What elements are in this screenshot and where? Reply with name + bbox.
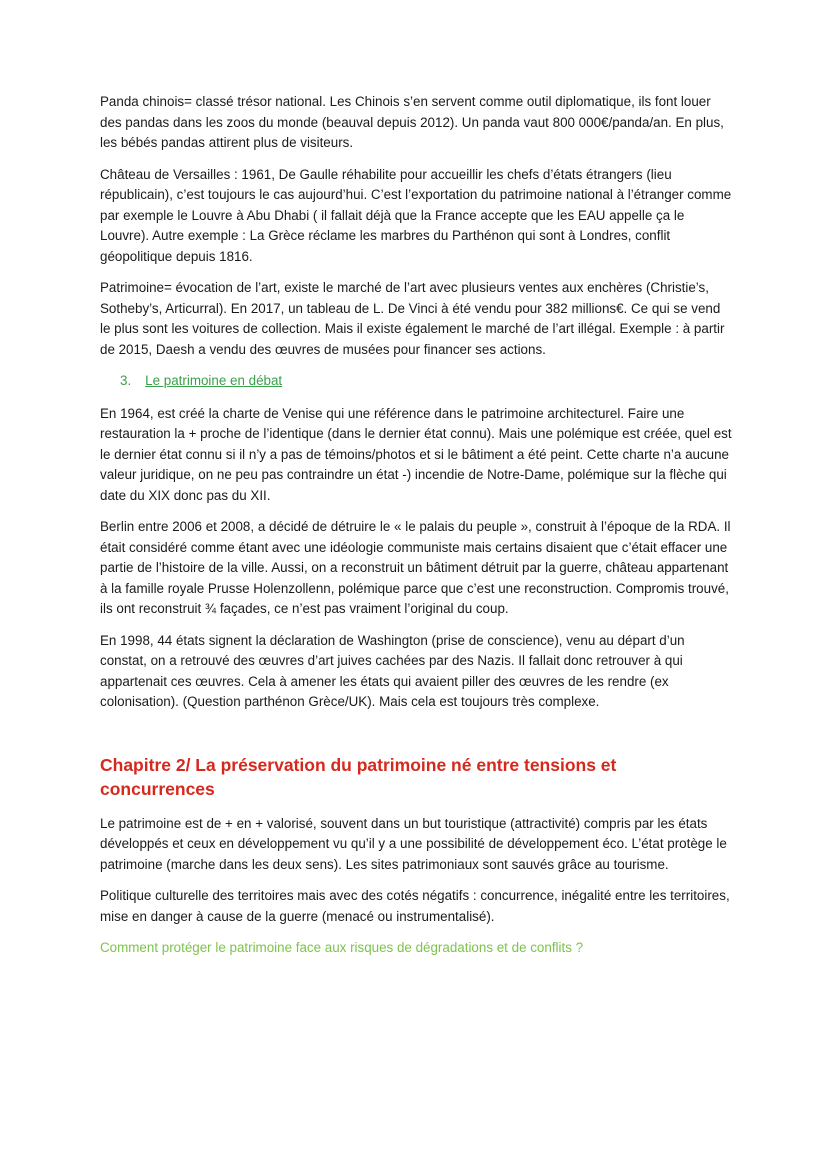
section-title: Le patrimoine en débat	[145, 373, 283, 388]
paragraph-pandas: Panda chinois= classé trésor national. Les Chinois s’en servent comme outil diplomatique, ils font louer des pandas dans les zoos du monde (beauval depuis 2012). Un panda vaut 800 000€/panda/an. En plus, les bébés pandas attirent plus de visiteurs.	[100, 94, 724, 150]
document-page	[100, 92, 732, 959]
paragraph-tourism: Le patrimoine est de + en + valorisé, souvent dans un but touristique (attractivité) compris par les états développés et ceux en développement vu qu’il y a une possibilité de développement éco. L’état protège le patrimoine (marche dans les deux sens). Les sites patrimoniaux sont sauvés grâce au tourisme.	[100, 815, 727, 872]
paragraph-art-market: Patrimoine= évocation de l’art, existe le marché de l’art avec plusieurs ventes aux enchères (Christie’s, Sotheby’s, Articurral). En 2017, un tableau de L. De Vinci à été vendu pour 382 millions€. Ce qui se vend le plus sont les voitures de collection. Mais il existe également le marché de l’art illégal. Exemple : à partir de 2015, Daesh a vendu des œuvres de musées pour financer ses actions.	[100, 280, 725, 357]
paragraph-versailles: Château de Versailles : 1961, De Gaulle réhabilite pour accueillir les chefs d’états étrangers (lieu républicain), c’est toujours le cas aujourd’hui. C’est l’exportation du patrimoine national à l’étranger comme par exemple le Louvre à Abu Dhabi ( il fallait déjà que la France accepte que les EAU appelle ça le Louvre). Autre exemple : La Grèce réclame les marbres du Parthénon qui sont à Londres, conflit géopolitique depuis 1816.	[100, 166, 732, 264]
section-heading-3	[100, 371, 732, 392]
paragraph-berlin: Berlin entre 2006 et 2008, a décidé de détruire le « le palais du peuple », construit à l’époque de la RDA. Il était considéré comme étant avec une idéologie communiste mais certains disaient que c’était effacer une partie de l’histoire de la ville. Aussi, on a reconstruit un bâtiment détruit par la guerre, château appartenant à la famille royale Prusse Holenzollenn, polémique parce que c’est une reconstruction. Compromis trouvé, ils ont reconstruit ¾ façades, ce n’est pas vraiment l’original du coup.	[100, 519, 731, 616]
paragraph-venice-charter: En 1964, est créé la charte de Venise qui une référence dans le patrimoine architecturel. Faire une restauration la + proche de l’identique (dans le dernier état connu). Mais une polémique est créée, quel est le dernier état connu si il n’y a pas de témoins/photos et si le bâtiment a été peint. Cette charte n’a aucune valeur juridique, on ne peu pas contraindre un état -) incendie de Notre-Dame, polémique sur la flèche qui date du XIX donc pas du XII.	[100, 405, 732, 503]
paragraph-washington: En 1998, 44 états signent la déclaration de Washington (prise de conscience), venu au départ d’un constat, on a retrouvé des œuvres d’art juives cachées par des Nazis. Il fallait donc retrouver à qui appartenait ces œuvres. Cela à amener les états qui avaient piller des œuvres de les rendre (ex colonisation). (Question parthénon Grèce/UK). Mais cela est toujours très complexe.	[100, 632, 685, 709]
problem-question: Comment protéger le patrimoine face aux risques de dégradations et de conflits ?	[100, 940, 584, 955]
paragraph-cultural-policy: Politique culturelle des territoires mais avec des cotés négatifs : concurrence, inégalité entre les territoires, mise en danger à cause de la guerre (menacé ou instrumentalisé).	[100, 888, 730, 924]
chapter-2-title: Chapitre 2/ La préservation du patrimoine né entre tensions et concurrences	[100, 754, 617, 799]
section-number: 3.	[120, 373, 132, 388]
